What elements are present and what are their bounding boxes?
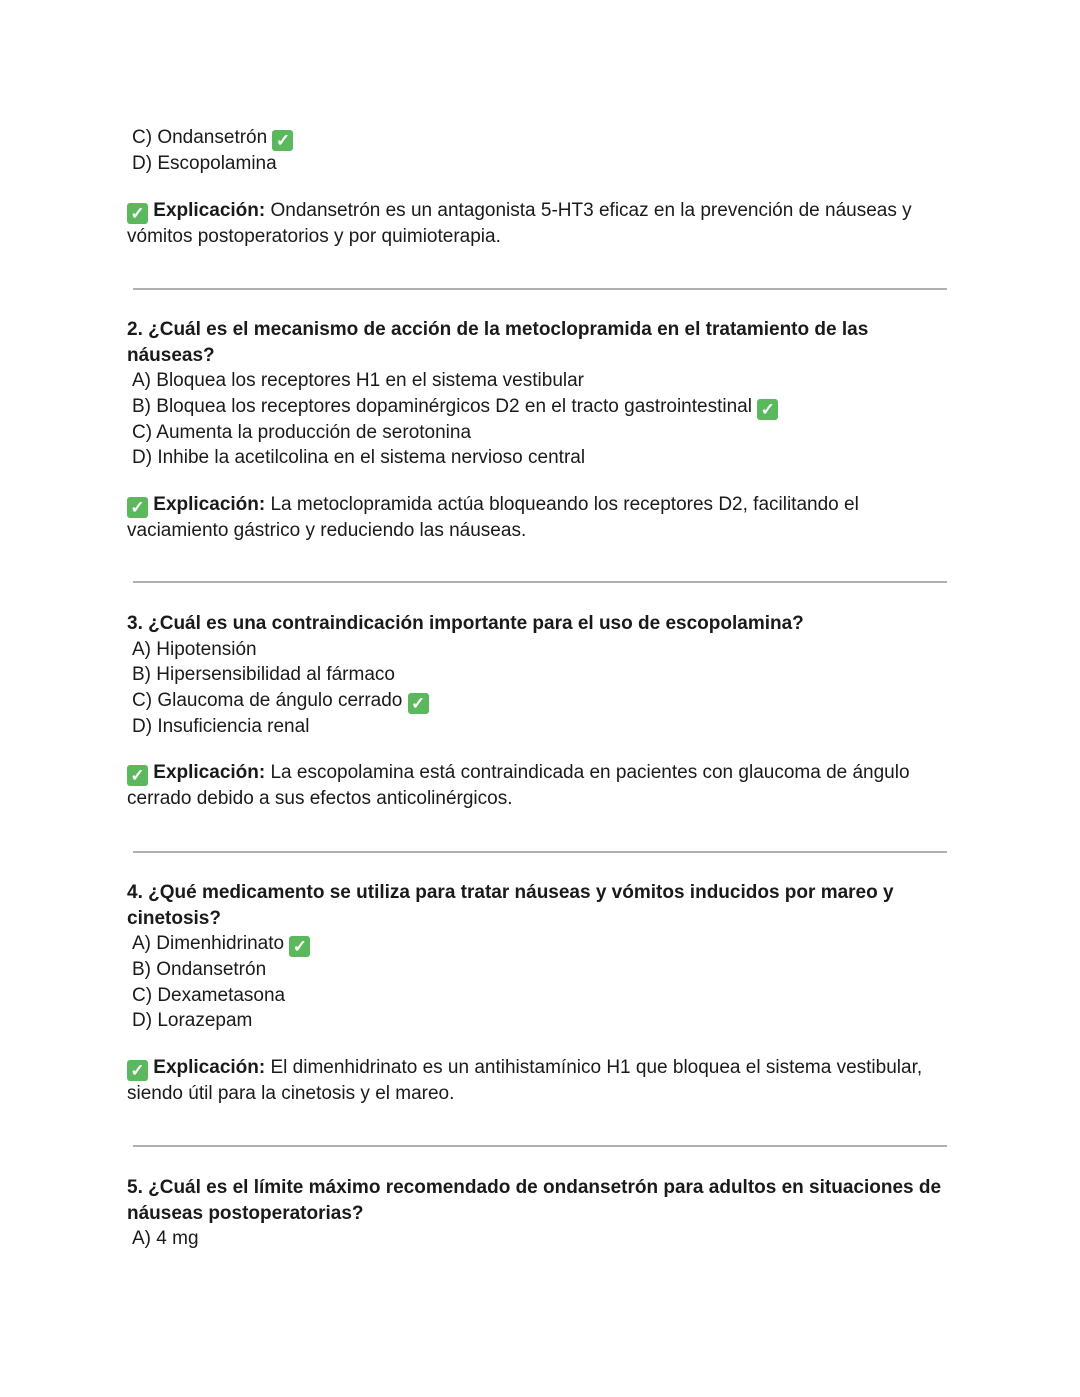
question-title: 4. ¿Qué medicamento se utiliza para tratar náuseas y vómitos inducidos por mareo y cinetosis?: [127, 882, 894, 929]
explanation-label: Explicación:: [153, 493, 266, 515]
answer-option: [127, 714, 957, 740]
divider: [133, 851, 947, 853]
answer-option: [127, 957, 957, 983]
question-block: [127, 125, 957, 249]
option-text: A) Bloquea los receptores H1 en el sistema vestibular: [132, 370, 585, 392]
option-text: B) Bloquea los receptores dopaminérgicos D2 en el tracto gastrointestinal: [132, 395, 752, 417]
option-text: D) Escopolamina: [132, 153, 277, 174]
explanation-text: Ondansetrón es un antagonista 5-HT3 eficaz en la prevención de náuseas y vómitos postoperatorios y por quimioterapia.: [127, 199, 912, 247]
answer-option: [127, 420, 957, 446]
answer-option: [127, 125, 957, 151]
answer-option: [127, 931, 957, 957]
check-icon: ✓: [272, 130, 293, 151]
explanation-text: La metoclopramida actúa bloqueando los receptores D2, facilitando el vaciamiento gástrico y reduciendo las náuseas.: [127, 493, 859, 541]
check-icon: ✓: [127, 1060, 148, 1081]
question-title: 2. ¿Cuál es el mecanismo de acción de la metoclopramida en el tratamiento de las náuseas?: [127, 319, 869, 366]
option-text: C) Aumenta la producción de serotonina: [132, 421, 472, 443]
check-icon: ✓: [127, 497, 148, 518]
check-icon: ✓: [408, 693, 429, 714]
option-text: D) Insuficiencia renal: [132, 715, 310, 737]
answer-option: [127, 445, 957, 471]
question-title: 3. ¿Cuál es una contraindicación importante para el uso de escopolamina?: [127, 613, 804, 634]
option-text: A) 4 mg: [132, 1228, 199, 1250]
explanation: [127, 760, 957, 812]
answer-option: [127, 1008, 957, 1034]
check-icon: ✓: [127, 765, 148, 786]
check-icon: ✓: [127, 203, 148, 224]
option-text: C) Glaucoma de ángulo cerrado: [132, 689, 403, 711]
answer-option: [127, 662, 957, 688]
option-text: C) Ondansetrón: [132, 127, 268, 148]
question-title: 5. ¿Cuál es el límite máximo recomendado de ondansetrón para adultos en situaciones de náuseas postoperatorias?: [127, 1177, 942, 1224]
explanation: [127, 1055, 957, 1107]
divider: [133, 288, 947, 290]
explanation-label: Explicación:: [153, 199, 266, 221]
option-text: B) Hipersensibilidad al fármaco: [132, 664, 395, 686]
answer-option: [127, 688, 957, 714]
question-block: [127, 317, 957, 544]
option-text: D) Inhibe la acetilcolina en el sistema nervioso central: [132, 447, 586, 469]
answer-option: [127, 1226, 957, 1252]
check-icon: ✓: [289, 936, 310, 957]
divider: [133, 581, 947, 583]
explanation-label: Explicación:: [153, 762, 266, 784]
answer-option: [127, 637, 957, 663]
option-text: D) Lorazepam: [132, 1010, 253, 1032]
explanation: [127, 198, 957, 250]
answer-option: [127, 394, 957, 420]
answer-option: [127, 368, 957, 394]
option-text: A) Dimenhidrinato: [132, 933, 285, 955]
explanation: [127, 492, 957, 544]
option-text: C) Dexametasona: [132, 984, 286, 1006]
option-text: A) Hipotensión: [132, 638, 257, 660]
option-text: B) Ondansetrón: [132, 959, 267, 981]
explanation-text: La escopolamina está contraindicada en pacientes con glaucoma de ángulo cerrado debido a sus efectos anticolinérgicos.: [127, 762, 910, 810]
explanation-label: Explicación:: [153, 1056, 266, 1078]
check-icon: ✓: [757, 399, 778, 420]
question-block: [127, 880, 957, 1107]
question-block: [127, 611, 957, 812]
explanation-text: El dimenhidrinato es un antihistamínico H1 que bloquea el sistema vestibular, siendo útil para la cinetosis y el mareo.: [127, 1056, 923, 1104]
divider: [133, 1145, 947, 1147]
question-block: [127, 1175, 957, 1252]
answer-option: [127, 983, 957, 1009]
answer-option: [127, 151, 957, 177]
